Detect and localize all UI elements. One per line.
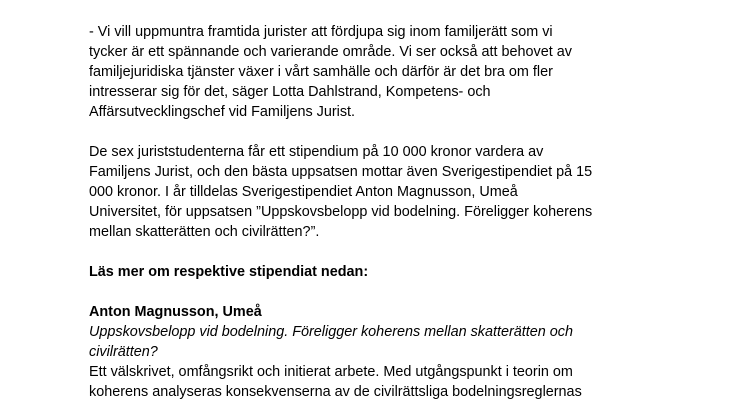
thesis-title-line: Uppskovsbelopp vid bodelning. Föreligger koherens mellan skatterätten och (89, 324, 573, 340)
quote-line: familjejuridiska tjänster växer i vårt samhälle och därför är det bra om fler (89, 64, 553, 80)
quote-line: tycker är ett spännande och varierande område. Vi ser också att behovet av (89, 44, 572, 60)
scholarship-line: 000 kronor. I år tilldelas Sverigestipendiet Anton Magnusson, Umeå (89, 184, 518, 200)
scholarship-line: Universitet, för uppsatsen ”Uppskovsbelopp vid bodelning. Föreligger koherens (89, 204, 593, 220)
description-line: Ett välskrivet, omfångsrikt och initierat arbete. Med utgångspunkt i teorin om (89, 364, 573, 380)
recipient-entry (89, 302, 669, 402)
quote-paragraph (89, 22, 669, 122)
thesis-title-line: civilrätten? (89, 344, 158, 360)
scholarship-line: Familjens Jurist, och den bästa uppsatsen mottar även Sverigestipendiet på 15 (89, 164, 593, 180)
scholarship-paragraph (89, 142, 669, 242)
section-heading: Läs mer om respektive stipendiat nedan: (89, 264, 369, 280)
quote-line: - Vi vill uppmuntra framtida jurister att fördjupa sig inom familjerätt som vi (89, 24, 553, 40)
quote-line: Affärsutvecklingschef vid Familjens Jurist. (89, 104, 356, 120)
recipient-name: Anton Magnusson, Umeå (89, 304, 262, 320)
document-body (89, 22, 669, 402)
scholarship-line: De sex juriststudenterna får ett stipendium på 10 000 kronor vardera av (89, 144, 544, 160)
quote-line: intresserar sig för det, säger Lotta Dahlstrand, Kompetens- och (89, 84, 491, 100)
description-line: koherens analyseras konsekvenserna av de civilrättsliga bodelningsreglernas (89, 384, 582, 400)
scholarship-line: mellan skatterätten och civilrätten?”. (89, 224, 320, 240)
